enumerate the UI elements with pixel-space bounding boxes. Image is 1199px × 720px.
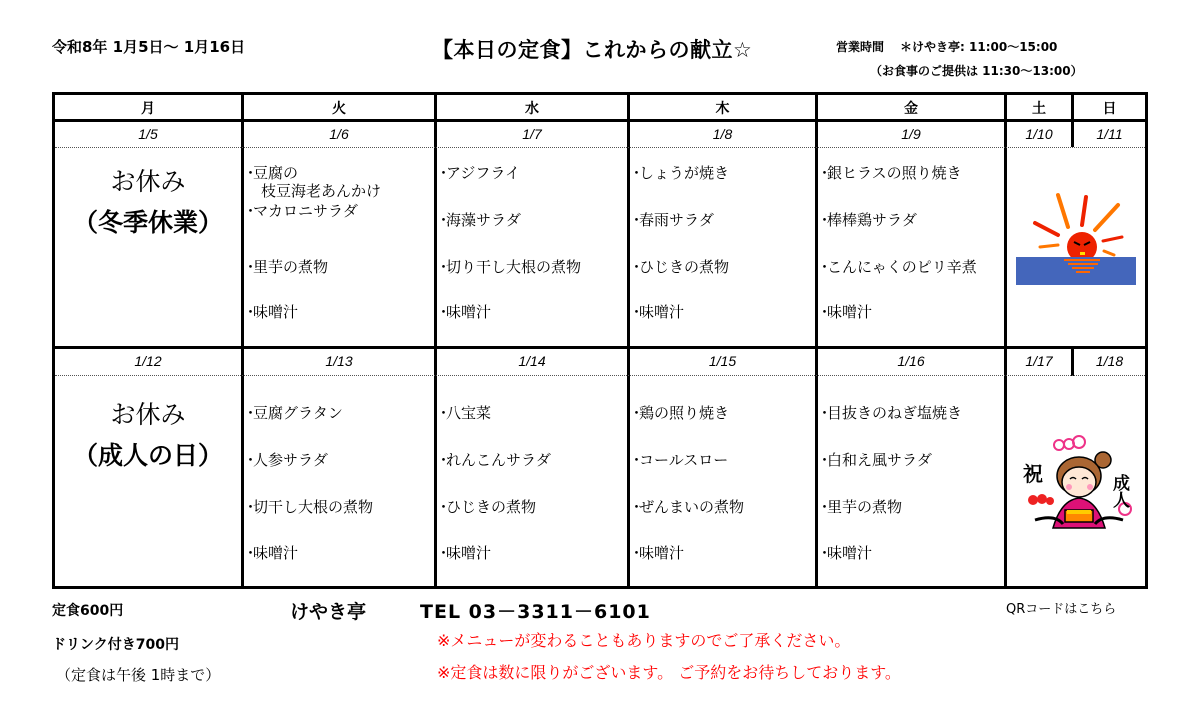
menu-item: ・ 里芋の煮物: [247, 258, 328, 276]
menu-item: ・ 目抜きのねぎ塩焼き: [821, 404, 962, 422]
date-cell: 1/17: [1025, 353, 1053, 369]
menu-item: ・ 味噌汁: [633, 544, 684, 562]
date-cell: 1/18: [1095, 353, 1124, 369]
menu-item: ・ ひじきの煮物: [440, 498, 536, 516]
menu-item: ・ 味噌汁: [440, 544, 491, 562]
date-cell: 1/13: [325, 353, 353, 369]
weekly-menu-table: [52, 92, 1148, 589]
closed-notice: [55, 398, 241, 476]
column-divider: [1004, 95, 1007, 586]
menu-item: ・ 切干し大根の煮物: [247, 498, 373, 516]
date-cell: 1/5: [138, 126, 158, 142]
celebration-char: 祝: [1023, 462, 1043, 486]
serving-hours: （お食事のご提供は 11:30～13:00）: [870, 64, 1083, 78]
hours-label: 営業時間: [836, 40, 885, 54]
menu-item: ・ れんこんサラダ: [440, 451, 551, 469]
date-cell: 1/7: [522, 126, 542, 142]
date-cell: 1/6: [329, 126, 349, 142]
closed-label: お休み: [110, 400, 186, 429]
closed-notice: [55, 165, 241, 243]
menu-item: ・ しょうが焼き: [633, 164, 729, 182]
menu-item: ・ ぜんまいの煮物: [633, 498, 744, 516]
shop-name: けやき亭: [290, 601, 367, 623]
day-header-tue: 火: [332, 101, 346, 117]
menu-item: ・ 味噌汁: [633, 303, 684, 321]
menu-item: ・ 春雨サラダ: [633, 211, 714, 229]
menu-item: ・ 味噌汁: [247, 544, 298, 562]
closed-reason: （冬季休業）: [72, 208, 223, 237]
menu-item: ・ 里芋の煮物: [821, 498, 902, 516]
drink-set-price: ドリンク付き700円: [52, 637, 179, 653]
day-header-thu: 木: [715, 101, 730, 117]
dotted-divider: [55, 375, 1145, 376]
menu-item: ・ 八宝菜: [440, 404, 491, 422]
coming-of-age-illustration: [1015, 430, 1140, 540]
menu-item: ・ 鶏の照り焼き: [633, 404, 729, 422]
day-header-wed: 水: [525, 101, 539, 117]
date-cell: 1/16: [897, 353, 925, 369]
menu-item: ・ こんにゃくのピリ辛煮: [821, 258, 977, 276]
page-title: 【本日の定食】これからの献立☆: [432, 38, 753, 62]
date-cell: 1/15: [708, 353, 737, 369]
date-cell: 1/8: [712, 126, 733, 142]
menu-item: ・ 白和え風サラダ: [821, 451, 932, 469]
business-hours: [836, 38, 1057, 55]
day-header-sun: 日: [1102, 101, 1117, 117]
menu-period: 令和8年 1月5日～ 1月16日: [52, 38, 246, 56]
menu-item: ・ 人参サラダ: [247, 451, 328, 469]
menu-item: ・ 味噌汁: [821, 303, 872, 321]
closed-reason: （成人の日）: [72, 441, 223, 470]
menu-item-continued: 枝豆海老あんかけ: [261, 182, 382, 200]
set-meal-price: 定食600円: [52, 603, 124, 619]
hours-value: ＊けやき亭: 11:00～15:00: [900, 40, 1058, 54]
menu-item: ・ 味噌汁: [821, 544, 872, 562]
date-cell: 1/11: [1096, 126, 1123, 142]
date-cell: 1/12: [134, 353, 162, 369]
menu-item: ・ 豆腐の: [247, 164, 298, 182]
qr-code-label: QRコードはこちら: [1006, 602, 1117, 617]
menu-item: ・ 切り干し大根の煮物: [440, 258, 581, 276]
date-cell: 1/10: [1025, 126, 1053, 142]
date-cell: 1/9: [901, 126, 921, 142]
menu-item: ・ マカロニサラダ: [247, 202, 358, 220]
day-header-fri: 金: [904, 101, 918, 117]
menu-item: ・ 棒棒鶏サラダ: [821, 211, 917, 229]
menu-item: ・ 豆腐グラタン: [247, 404, 343, 422]
limited-quantity-notice: ※定食は数に限りがございます。 ご予約をお待ちしております。: [437, 663, 901, 682]
menu-item: ・ 味噌汁: [440, 303, 491, 321]
dotted-divider: [55, 147, 1145, 148]
phone-number[interactable]: TEL 03－3311－6101: [420, 601, 651, 623]
menu-item: ・ 海藻サラダ: [440, 211, 521, 229]
menu-item: ・ 味噌汁: [247, 303, 298, 321]
menu-item: ・ アジフライ: [440, 164, 520, 182]
sunrise-illustration: [1010, 185, 1143, 285]
menu-item: ・ ひじきの煮物: [633, 258, 729, 276]
menu-change-notice: ※メニューが変わることもありますのでご了承ください。: [437, 631, 851, 650]
menu-item: ・ コールスロー: [633, 451, 728, 469]
coming-of-age-text: 成人: [1109, 474, 1129, 508]
day-header-mon: 月: [141, 101, 155, 117]
date-cell: 1/14: [518, 353, 546, 369]
closed-label: お休み: [110, 167, 186, 196]
time-limit-note: （定食は午後 1時まで）: [56, 666, 221, 684]
day-header-sat: 土: [1032, 101, 1046, 117]
menu-item: ・ 銀ヒラスの照り焼き: [821, 164, 962, 182]
